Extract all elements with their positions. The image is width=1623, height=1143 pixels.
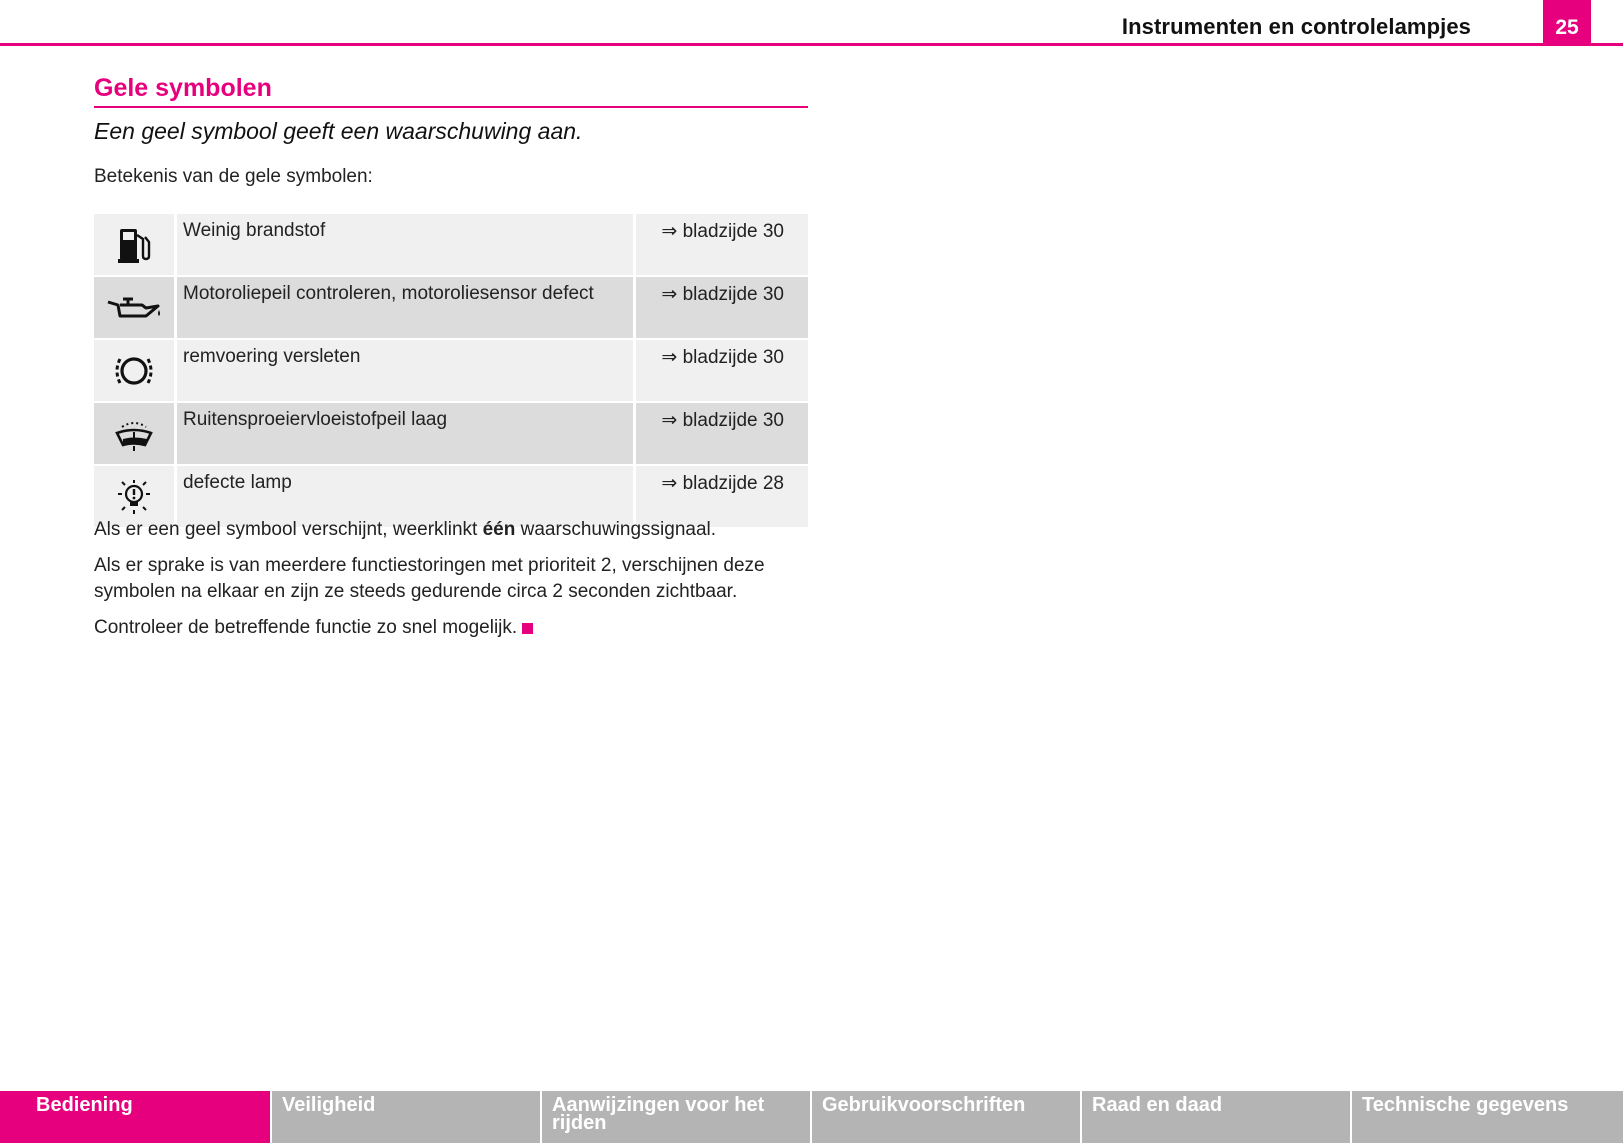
page-number: 25	[1543, 0, 1591, 44]
symbol-description: Motoroliepeil controleren, motoroliesensor defect	[176, 276, 635, 339]
page-reference-link[interactable]: ⇒ bladzijde 30	[635, 339, 809, 402]
page-reference-link[interactable]: ⇒ bladzijde 28	[635, 465, 809, 528]
brake-pad-wear-icon	[94, 339, 176, 402]
paragraph-text: waarschuwingssignaal.	[515, 519, 717, 540]
table-row	[94, 276, 808, 339]
footer-tab-aanwijzingen[interactable]: Aanwijzingen voor het rijden	[542, 1091, 810, 1143]
oil-can-icon	[94, 276, 176, 339]
emphasis-text: één	[482, 519, 516, 540]
paragraph-text: Als er een geel symbool verschijnt, weerklinkt	[94, 519, 483, 540]
section-end-marker	[522, 623, 533, 634]
paragraph-signal	[94, 517, 794, 543]
symbol-description: Ruitensproeiervloeistofpeil laag	[176, 402, 635, 465]
table-row	[94, 339, 808, 402]
header-rule	[0, 43, 1623, 46]
footer-tab-technische-gegevens[interactable]: Technische gegevens	[1352, 1091, 1623, 1143]
page-reference-link[interactable]: ⇒ bladzijde 30	[635, 214, 809, 276]
table-row	[94, 402, 808, 465]
section-intro: Een geel symbool geeft een waarschuwing aan.	[94, 118, 583, 144]
symbols-table	[94, 214, 808, 529]
symbol-description: defecte lamp	[176, 465, 635, 528]
symbol-description: remvoering versleten	[176, 339, 635, 402]
section-rule	[94, 106, 808, 108]
footer-tab-bediening[interactable]: Bediening	[0, 1091, 270, 1143]
paragraph-text: Controleer de betreffende functie zo snel mogelijk.	[94, 617, 518, 638]
page-reference-link[interactable]: ⇒ bladzijde 30	[635, 276, 809, 339]
washer-fluid-icon	[94, 402, 176, 465]
page-reference-link[interactable]: ⇒ bladzijde 30	[635, 402, 809, 465]
section-title: Gele symbolen	[94, 74, 272, 102]
table-lead: Betekenis van de gele symbolen:	[94, 166, 373, 187]
paragraph-check	[94, 615, 794, 641]
fuel-pump-icon	[94, 214, 176, 276]
symbol-description: Weinig brandstof	[176, 214, 635, 276]
table-row	[94, 214, 808, 276]
footer-tab-gebruikvoorschriften[interactable]: Gebruikvoorschriften	[812, 1091, 1080, 1143]
footer-tab-veiligheid[interactable]: Veiligheid	[272, 1091, 540, 1143]
chapter-title: Instrumenten en controlelampjes	[1121, 14, 1471, 39]
footer-tab-raad-en-daad[interactable]: Raad en daad	[1082, 1091, 1350, 1143]
paragraph-priority: Als er sprake is van meerdere functiestoringen met prioriteit 2, verschijnen deze symbolen na elkaar en zijn ze steeds gedurende circa 2 seconden zichtbaar.	[94, 555, 765, 602]
